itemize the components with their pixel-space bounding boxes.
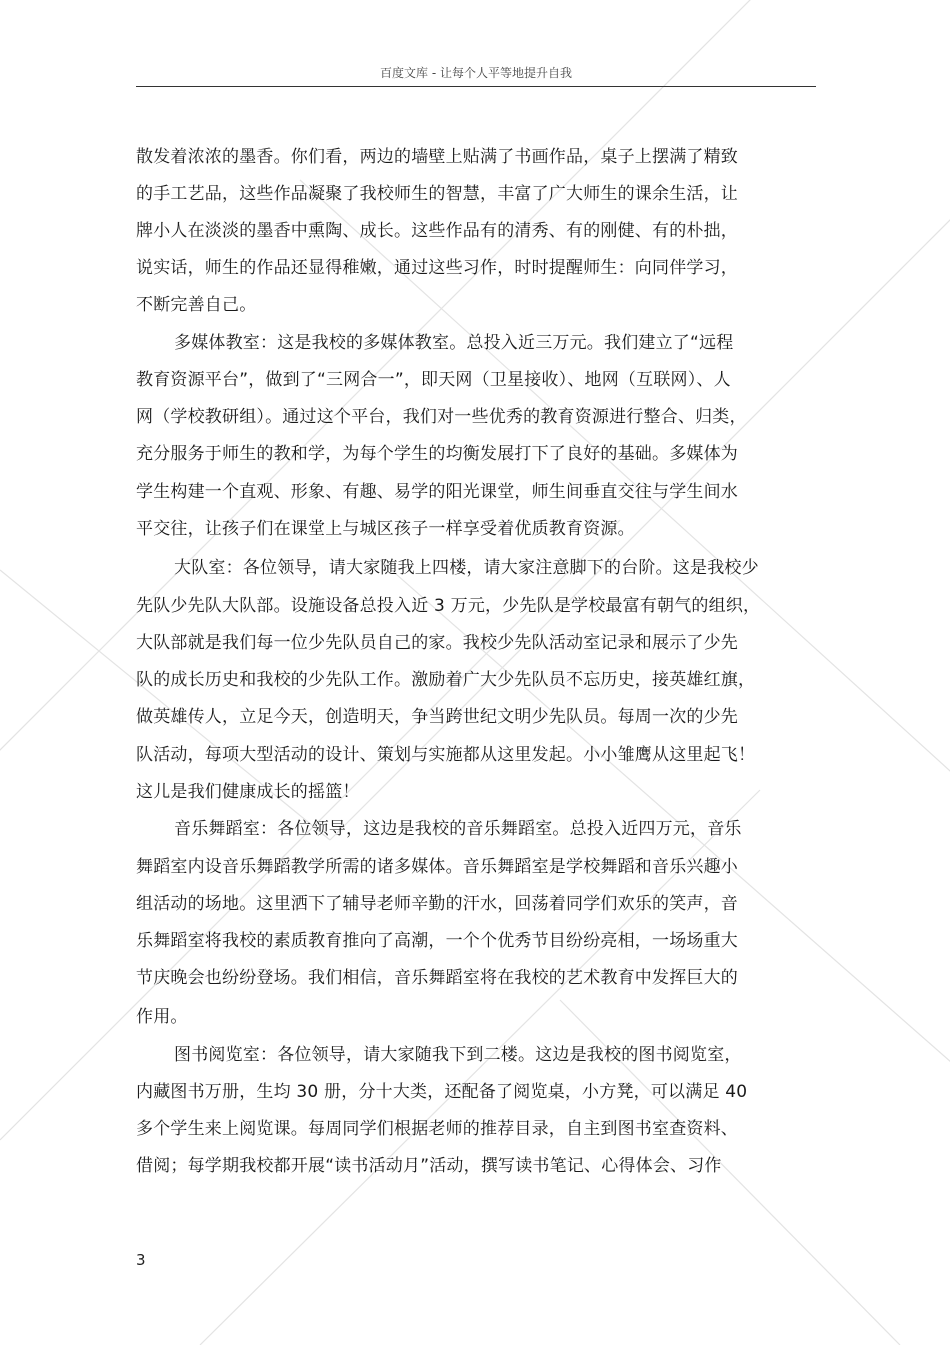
body-line: 多个学生来上阅览课。每周同学们根据老师的推荐目录，自主到图书室查资料、	[136, 1119, 738, 1139]
body-line: 网（学校教研组）。通过这个平台，我们对一些优秀的教育资源进行整合、归类，	[136, 407, 747, 427]
body-line: 舞蹈室内设音乐舞蹈教学所需的诸多媒体。音乐舞蹈室是学校舞蹈和音乐兴趣小	[136, 857, 738, 877]
body-line: 散发着浓浓的墨香。你们看，两边的墙壁上贴满了书画作品，桌子上摆满了精致	[136, 147, 738, 167]
body-line: 节庆晚会也纷纷登场。我们相信，音乐舞蹈室将在我校的艺术教育中发挥巨大的	[136, 968, 738, 988]
body-line: 内藏图书万册，生均 30 册，分十大类，还配备了阅览桌，小方凳，可以满足 40	[136, 1082, 748, 1102]
body-line: 图书阅览室：各位领导，请大家随我下到二楼。这边是我校的图书阅览室，	[174, 1045, 742, 1065]
body-line: 队活动，每项大型活动的设计、策划与实施都从这里发起。小小雏鹰从这里起飞！	[136, 745, 756, 765]
body-line: 组活动的场地。这里洒下了辅导老师辛勤的汗水，回荡着同学们欢乐的笑声，音	[136, 894, 738, 914]
body-line: 音乐舞蹈室：各位领导，这边是我校的音乐舞蹈室。总投入近四万元，音乐	[174, 819, 742, 839]
body-line: 学生构建一个直观、形象、有趣、易学的阳光课堂，师生间垂直交往与学生间水	[136, 482, 738, 502]
body-line: 这儿是我们健康成长的摇篮！	[136, 782, 360, 802]
body-line: 多媒体教室：这是我校的多媒体教室。总投入近三万元。我们建立了“远程	[174, 333, 734, 353]
body-line: 做英雄传人，立足今天，创造明天，争当跨世纪文明少先队员。每周一次的少先	[136, 707, 738, 727]
body-line: 先队少先队大队部。设施设备总投入近 3 万元，少先队是学校最富有朝气的组织，	[136, 596, 761, 616]
body-line: 队的成长历史和我校的少先队工作。激励着广大少先队员不忘历史，接英雄红旗，	[136, 670, 756, 690]
body-line: 作用。	[136, 1007, 188, 1027]
body-line: 借阅；每学期我校都开展“读书活动月”活动，撰写读书笔记、心得体会、习作	[136, 1156, 722, 1176]
body-line: 大队部就是我们每一位少先队员自己的家。我校少先队活动室记录和展示了少先	[136, 633, 738, 653]
body-line: 不断完善自己。	[136, 295, 257, 315]
body-line: 牌小人在淡淡的墨香中熏陶、成长。这些作品有的清秀、有的刚健、有的朴拙，	[136, 221, 738, 241]
body-line: 说实话，师生的作品还显得稚嫩，通过这些习作，时时提醒师生：向同伴学习，	[136, 258, 738, 278]
body-line: 平交往，让孩子们在课堂上与城区孩子一样享受着优质教育资源。	[136, 519, 635, 539]
page-header: 百度文库 - 让每个人平等地提升自我	[380, 66, 572, 80]
body-line: 充分服务于师生的教和学，为每个学生的均衡发展打下了良好的基础。多媒体为	[136, 444, 738, 464]
page-number: 3	[136, 1251, 146, 1269]
body-line: 教育资源平台”，做到了“三网合一”，即天网（卫星接收）、地网（互联网）、人	[136, 370, 731, 390]
body-line: 大队室：各位领导，请大家随我上四楼，请大家注意脚下的台阶。这是我校少	[174, 558, 759, 578]
body-line: 的手工艺品，这些作品凝聚了我校师生的智慧，丰富了广大师生的课余生活，让	[136, 184, 738, 204]
header-divider	[136, 86, 816, 87]
body-line: 乐舞蹈室将我校的素质教育推向了高潮，一个个优秀节目纷纷亮相，一场场重大	[136, 931, 738, 951]
